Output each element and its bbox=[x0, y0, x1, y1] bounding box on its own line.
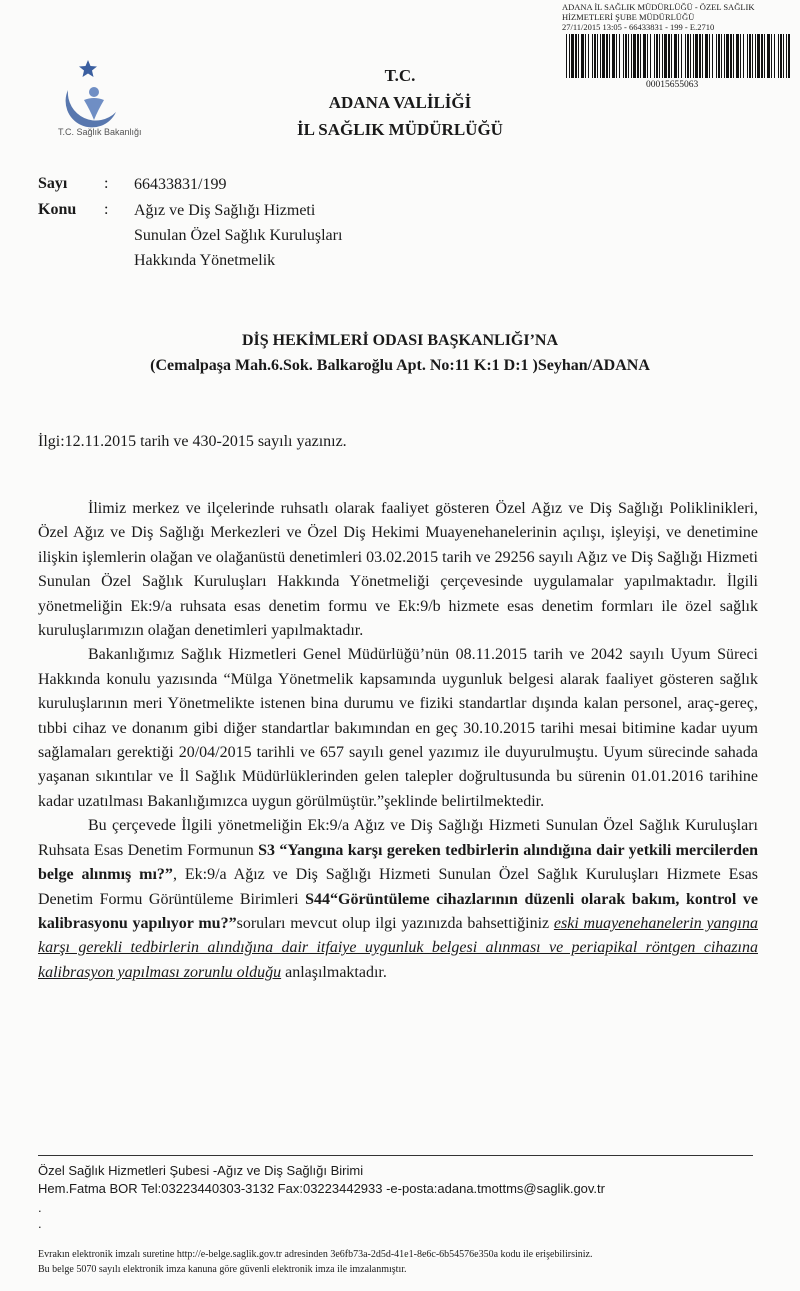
konu-line-1: Ağız ve Diş Sağlığı Hizmeti bbox=[134, 202, 316, 219]
barcode-bar bbox=[628, 34, 629, 78]
barcode-bar bbox=[606, 34, 608, 78]
letterhead bbox=[270, 62, 530, 143]
barcode-bar bbox=[637, 34, 639, 78]
barcode-bar bbox=[668, 34, 670, 78]
barcode-bar bbox=[640, 34, 641, 78]
barcode-bar bbox=[678, 34, 679, 78]
konu-value bbox=[134, 198, 342, 273]
barcode-bar bbox=[592, 34, 593, 78]
footer-contact bbox=[38, 1162, 605, 1198]
footer-divider bbox=[38, 1155, 753, 1156]
barcode-bar bbox=[774, 34, 775, 78]
barcode-bar bbox=[716, 34, 717, 78]
barcode-bar bbox=[656, 34, 658, 78]
esign-line-1: Evrakın elektronik imzalı suretine http://e-belge.saglik.gov.tr adresinden 3e6fb73a-2d5d-41e1-8e6c-6b54576e350a kodu ile erişebilirsiniz. bbox=[38, 1249, 593, 1260]
barcode-bar bbox=[643, 34, 646, 78]
barcode-icon bbox=[566, 34, 790, 78]
barcode-bar bbox=[571, 34, 574, 78]
e-signature-notice bbox=[38, 1247, 798, 1277]
barcode-bar bbox=[747, 34, 748, 78]
addressee-line-1: DİŞ HEKİMLERİ ODASI BAŞKANLIĞI’NA bbox=[241, 332, 559, 349]
barcode-bar bbox=[778, 34, 779, 78]
p3-underlined-text: eski muayenehanelerin yangına karşı gerekli tedbirlerin alındığına dair itfaiye uygunluk belgesi alınması ve periapikal röntgen cihazına kalibrasyon yapılması zorunlu olduğu bbox=[38, 914, 758, 981]
footer-dot-2: . bbox=[38, 1216, 42, 1231]
paragraph-3 bbox=[38, 814, 758, 985]
barcode-bar bbox=[726, 34, 729, 78]
barcode-bar bbox=[616, 34, 617, 78]
header-line-1: T.C. bbox=[384, 66, 416, 85]
barcode-bar bbox=[612, 34, 615, 78]
barcode-bar bbox=[602, 34, 605, 78]
barcode-bar bbox=[771, 34, 772, 78]
p3-question-s3: S3 “Yangına karşı gereken tedbirlerin alındığına dair yetkili mercilerden belge alınmış mı?” bbox=[38, 841, 758, 884]
barcode-bar bbox=[743, 34, 744, 78]
barcode-bar bbox=[712, 34, 713, 78]
footer-line-1: Özel Sağlık Hizmetleri Şubesi -Ağız ve Diş Sağlığı Birimi bbox=[38, 1163, 364, 1178]
p3-text-c: , Ek:9/a Ağız ve Diş Sağlığı Hizmeti Sunulan Özel Sağlık Kuruluşları Hizmete Esas Denetim Formu Görüntüleme Birimleri bbox=[38, 866, 759, 908]
barcode-bar bbox=[659, 34, 660, 78]
barcode-bar bbox=[780, 34, 782, 78]
barcode-bar bbox=[685, 34, 686, 78]
barcode-bar bbox=[693, 34, 694, 78]
barcode-bar bbox=[736, 34, 739, 78]
barcode-bar bbox=[650, 34, 651, 78]
stamp-line-2: HİZMETLERİ ŞUBE MÜDÜRLÜĞÜ bbox=[562, 12, 695, 22]
barcode-bar bbox=[619, 34, 620, 78]
barcode-bar bbox=[662, 34, 663, 78]
reference-note: İlgi:12.11.2015 tarih ve 430-2015 sayılı yazınız. bbox=[38, 433, 347, 450]
barcode-bar bbox=[594, 34, 596, 78]
barcode-bar bbox=[690, 34, 691, 78]
barcode-bar bbox=[631, 34, 632, 78]
barcode-bar bbox=[757, 34, 760, 78]
barcode-bar bbox=[597, 34, 598, 78]
barcode-bar bbox=[695, 34, 698, 78]
p3-text-e: soruları mevcut olup ilgi yazınızda bahsettiğiniz bbox=[236, 914, 554, 932]
konu-line-3: Hakkında Yönetmelik bbox=[134, 252, 276, 269]
stamp-line-3: 27/11/2015 13:05 - 66433831 - 199 - E.2710 bbox=[562, 22, 715, 32]
barcode-bar bbox=[718, 34, 720, 78]
barcode-bar bbox=[647, 34, 648, 78]
barcode-bar bbox=[709, 34, 710, 78]
barcode-bar bbox=[585, 34, 586, 78]
p3-question-s44: S44“Görüntüleme cihazlarının düzenli olarak bakım, kontrol ve kalibrasyonu yapılıyor mu?” bbox=[38, 890, 759, 932]
barcode-bar bbox=[600, 34, 601, 78]
letter-body bbox=[38, 497, 758, 985]
p3-text-g: anlaşılmaktadır. bbox=[281, 963, 387, 981]
barcode-bar bbox=[625, 34, 627, 78]
barcode-bar bbox=[654, 34, 655, 78]
paragraph-1: İlimiz merkez ve ilçelerinde ruhsatlı olarak faaliyet gösteren Özel Ağız ve Diş Sağlığı Poliklinikleri, Özel Ağız ve Diş Sağlığı Merkezleri ve Özel Diş Hekimi Muayenehanelerinin açılışı, işleyişi, ve denetimine ilişkin işlemlerin olağan ve olağanüstü denetimleri 03.02.2015 tarih ve 29256 sayılı Ağız ve Diş Sağlığı Hizmeti Sunulan Özel Sağlık Kuruluşları Hakkında Yönetmeliği çerçevesinde uygulamalar yapılmaktadır. İlgili yönetmeliğin Ek:9/a ruhsata esas denetim formu ve Ek:9/b hizmete esas denetim formları ile özel sağlık kuruluşlarımızın olağan denetimleri yapılmaktadır. bbox=[38, 500, 758, 640]
barcode-bar bbox=[733, 34, 734, 78]
barcode-bar bbox=[764, 34, 765, 78]
header-line-3: İL SAĞLIK MÜDÜRLÜĞÜ bbox=[297, 120, 503, 139]
barcode-bar bbox=[730, 34, 732, 78]
barcode-bar bbox=[671, 34, 672, 78]
barcode-bar bbox=[788, 34, 790, 78]
barcode-bar bbox=[699, 34, 701, 78]
esign-line-2: Bu belge 5070 sayılı elektronik imza kanuna göre güvenli elektronik imza ile imzalanmıştır. bbox=[38, 1264, 407, 1275]
konu-line-2: Sunulan Özel Sağlık Kuruluşları bbox=[134, 227, 343, 244]
addressee bbox=[0, 328, 800, 378]
barcode-bar bbox=[578, 34, 579, 78]
logo-caption: T.C. Sağlık Bakanlığı bbox=[58, 127, 142, 137]
barcode-bar bbox=[702, 34, 703, 78]
barcode-bar bbox=[761, 34, 763, 78]
barcode-bar bbox=[623, 34, 624, 78]
barcode-bar bbox=[786, 34, 787, 78]
footer-line-2: Hem.Fatma BOR Tel:03223440303-3132 Fax:03223442933 -e-posta:adana.tmottms@saglik.gov.tr bbox=[38, 1181, 605, 1196]
paragraph-2: Bakanlığımız Sağlık Hizmetleri Genel Müdürlüğü’nün 08.11.2015 tarih ve 2042 sayılı Uyum Süreci Hakkında konulu yazısında “Mülga Yönetmelik kapsamında uygunluk belgesi alarak faaliyet gösteren sağlık kuruluşlarının meri Yönetmelikte istenen bina durumu ve fiziki standartlar dışında kalan personel, araç-gereç, tıbbi cihaz ve donanım gibi diğer standartlar bakımından en geç 30.10.2015 tarihi mesai bitimine kadar uyum sağlamaları gerektiği 20/04/2015 tarihli ve 657 sayılı genel yazımız ile duyurulmuştu. Uyum sürecinde sahada yaşanan sıkıntılar ve İl Sağlık Müdürlüklerinden gelen talepler doğrultusunda bu sürenin 01.01.2016 tarihine kadar uzatılması Bakanlığımızca uygun görülmüştür.”şeklinde belirtilmektedir. bbox=[38, 646, 758, 810]
barcode-bar bbox=[687, 34, 689, 78]
barcode-bar bbox=[609, 34, 610, 78]
barcode-bar bbox=[674, 34, 677, 78]
konu-label: Konu bbox=[38, 201, 77, 218]
barcode-bar bbox=[724, 34, 725, 78]
header-line-2: ADANA VALİLİĞİ bbox=[328, 93, 472, 112]
footer-dot-1: . bbox=[38, 1200, 42, 1215]
barcode-bar bbox=[681, 34, 682, 78]
barcode-bar bbox=[752, 34, 753, 78]
barcode-bar bbox=[755, 34, 756, 78]
sayi-label: Sayı bbox=[38, 175, 68, 192]
barcode-bar bbox=[767, 34, 770, 78]
barcode-bar bbox=[664, 34, 667, 78]
barcode-bar bbox=[705, 34, 708, 78]
barcode-bar bbox=[588, 34, 589, 78]
barcode-bar bbox=[749, 34, 751, 78]
addressee-line-2: (Cemalpaşa Mah.6.Sok. Balkaroğlu Apt. No:11 K:1 D:1 )Seyhan/ADANA bbox=[150, 357, 650, 374]
registry-stamp bbox=[562, 2, 800, 32]
barcode-bar bbox=[740, 34, 741, 78]
barcode-bar bbox=[575, 34, 577, 78]
barcode-number: 00015655063 bbox=[646, 80, 699, 90]
barcode-bar bbox=[566, 34, 567, 78]
barcode-bar bbox=[783, 34, 784, 78]
sayi-value: 66433831/199 bbox=[134, 176, 227, 193]
konu-colon: : bbox=[104, 201, 109, 218]
barcode-bar bbox=[721, 34, 722, 78]
barcode-bar bbox=[581, 34, 584, 78]
barcode-bar bbox=[633, 34, 636, 78]
stamp-line-1: ADANA İL SAĞLIK MÜDÜRLÜĞÜ - ÖZEL SAĞLIK bbox=[562, 2, 755, 12]
sayi-colon: : bbox=[104, 175, 109, 192]
barcode-bar bbox=[569, 34, 570, 78]
p3-text-a: Bu çerçevede İlgili yönetmeliğin Ek:9/a Ağız ve Diş Sağlığı Hizmeti Sunulan Özel Sağlık Kuruluşları Ruhsata Esas Denetim Formunun bbox=[38, 817, 758, 859]
